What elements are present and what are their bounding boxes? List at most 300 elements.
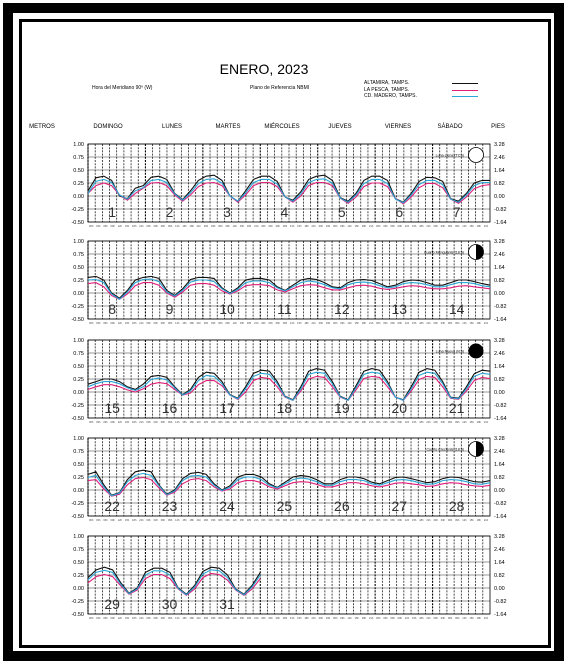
y2-tick-label: 3.28 bbox=[494, 142, 505, 148]
hour-tick-label: 18h bbox=[246, 322, 252, 325]
y-tick-label: 0.25 bbox=[73, 278, 84, 284]
hour-tick-label: 21h bbox=[311, 322, 316, 325]
y2-tick-label: 0.82 bbox=[494, 475, 505, 481]
hour-tick-label: 09h bbox=[282, 617, 288, 620]
hour-tick-label: 00h bbox=[376, 322, 381, 325]
y-tick-label: -0.25 bbox=[71, 304, 84, 310]
hour-tick-label: 03h bbox=[96, 322, 101, 325]
hour-tick-label: 03h bbox=[383, 421, 388, 424]
legend-label: ALTAMIRA, TAMPS. bbox=[364, 80, 410, 86]
hour-tick-label: 21h bbox=[196, 617, 202, 620]
hour-tick-label: 18h bbox=[476, 225, 481, 228]
y2-tick-label: -1.64 bbox=[494, 416, 507, 422]
hour-tick-label: 15h bbox=[469, 519, 474, 522]
hour-tick-label: 06h bbox=[333, 322, 338, 325]
date-number: 12 bbox=[334, 301, 350, 317]
hour-tick-label: 12h bbox=[117, 322, 123, 325]
hour-tick-label: 00h bbox=[261, 322, 266, 325]
axis-left-header: METROS bbox=[29, 124, 55, 130]
hour-tick-label: 12h bbox=[347, 322, 352, 325]
hour-tick-label: 21h bbox=[426, 617, 431, 620]
date-number: 11 bbox=[277, 301, 292, 317]
y-tick-label: 0.50 bbox=[73, 364, 84, 370]
hour-tick-label: 06h bbox=[275, 519, 280, 522]
hour-tick-label: 21h bbox=[368, 322, 374, 325]
date-number: 22 bbox=[104, 498, 120, 514]
hour-tick-label: 09h bbox=[340, 225, 345, 228]
hour-tick-label: 06h bbox=[103, 519, 108, 522]
hour-tick-label: 21h bbox=[196, 322, 202, 325]
hour-tick-label: 21h bbox=[254, 617, 259, 620]
hour-tick-label: 18h bbox=[476, 617, 481, 620]
hour-tick-label: 03h bbox=[211, 225, 216, 228]
hour-tick-label: 12h bbox=[117, 421, 123, 424]
hour-tick-label: 12h bbox=[404, 617, 410, 620]
date-number: 26 bbox=[334, 498, 350, 514]
y-tick-label: 0.75 bbox=[73, 155, 84, 161]
hour-tick-label: 06h bbox=[447, 322, 453, 325]
hour-tick-label: 09h bbox=[167, 519, 173, 522]
hour-tick-label: 18h bbox=[419, 617, 424, 620]
hour-tick-label: 03h bbox=[153, 225, 158, 228]
y2-tick-label: 1.64 bbox=[494, 168, 505, 174]
hour-tick-label: 06h bbox=[218, 617, 223, 620]
hour-tick-label: 12h bbox=[175, 421, 180, 424]
y-tick-label: 1.00 bbox=[73, 142, 84, 148]
hour-tick-label: 12h bbox=[290, 519, 295, 522]
y2-tick-label: 3.28 bbox=[494, 534, 505, 540]
hour-tick-label: 09h bbox=[455, 322, 460, 325]
y2-tick-label: -0.82 bbox=[494, 501, 507, 507]
hour-tick-label: 06h bbox=[218, 421, 223, 424]
hour-tick-label: 12h bbox=[232, 322, 237, 325]
hour-tick-label: 00h bbox=[203, 519, 209, 522]
hour-tick-label: 09h bbox=[110, 421, 115, 424]
hour-tick-label: 06h bbox=[275, 421, 280, 424]
hour-tick-label: 18h bbox=[132, 322, 137, 325]
y2-tick-label: -1.64 bbox=[494, 612, 507, 618]
meridian-note: Hora del Meridiano 90º (W) bbox=[92, 85, 153, 91]
y2-tick-label: 1.64 bbox=[494, 265, 505, 271]
hour-tick-label: 00h bbox=[261, 421, 266, 424]
hour-tick-label: 09h bbox=[455, 225, 460, 228]
hour-tick-label: 06h bbox=[447, 519, 453, 522]
hour-tick-label: 03h bbox=[153, 519, 158, 522]
y-tick-label: 0.25 bbox=[73, 573, 84, 579]
hour-tick-label: 18h bbox=[132, 225, 137, 228]
hour-tick-label: 15h bbox=[354, 519, 359, 522]
date-number: 17 bbox=[219, 400, 235, 416]
hour-tick-label: 15h bbox=[297, 421, 302, 424]
y-tick-label: 1.00 bbox=[73, 338, 84, 344]
hour-tick-label: 09h bbox=[455, 519, 460, 522]
hour-tick-label: 12h bbox=[462, 421, 467, 424]
hour-tick-label: 09h bbox=[167, 421, 173, 424]
hour-tick-label: 15h bbox=[412, 322, 417, 325]
hour-tick-label: 21h bbox=[139, 322, 144, 325]
hour-tick-label: 12h bbox=[232, 519, 237, 522]
hour-tick-label: 15h bbox=[412, 617, 417, 620]
hour-tick-label: 06h bbox=[447, 421, 453, 424]
hour-tick-label: 06h bbox=[333, 421, 338, 424]
hour-tick-label: 18h bbox=[304, 617, 309, 620]
y-tick-label: 0.50 bbox=[73, 265, 84, 271]
day-name: MARTES bbox=[215, 124, 241, 130]
date-number: 31 bbox=[219, 596, 235, 612]
hour-tick-label: 21h bbox=[483, 519, 489, 522]
y2-tick-label: -1.64 bbox=[494, 220, 507, 226]
hour-tick-label: 15h bbox=[239, 322, 245, 325]
hour-tick-label: 21h bbox=[196, 519, 202, 522]
hour-tick-label: 18h bbox=[361, 225, 367, 228]
date-number: 6 bbox=[395, 204, 404, 220]
hour-tick-label: 03h bbox=[325, 322, 331, 325]
hour-tick-label: 15h bbox=[297, 519, 302, 522]
hour-tick-label: 18h bbox=[361, 519, 367, 522]
hour-tick-label: 00h bbox=[146, 225, 151, 228]
hour-tick-label: 15h bbox=[354, 225, 359, 228]
moon-phase-label: Cuarto Menguante (18:5) bbox=[423, 250, 464, 255]
hour-tick-label: 03h bbox=[96, 617, 101, 620]
hour-tick-label: 03h bbox=[153, 322, 158, 325]
hour-tick-label: 21h bbox=[196, 421, 202, 424]
hour-tick-label: 21h bbox=[254, 225, 259, 228]
hour-tick-label: 21h bbox=[368, 617, 374, 620]
date-number: 23 bbox=[161, 498, 178, 514]
y-tick-label: 1.00 bbox=[73, 534, 84, 540]
hour-tick-label: 12h bbox=[117, 519, 123, 522]
hour-tick-label: 00h bbox=[146, 322, 151, 325]
hour-tick-label: 18h bbox=[304, 225, 309, 228]
axis-right-header: PIES bbox=[491, 124, 505, 130]
hour-tick-label: 15h bbox=[297, 225, 302, 228]
y-tick-label: 0.00 bbox=[73, 488, 84, 494]
y2-tick-label: -0.82 bbox=[494, 207, 507, 213]
date-number: 30 bbox=[161, 596, 178, 612]
hour-tick-label: 12h bbox=[462, 322, 467, 325]
day-name: SÁBADO bbox=[437, 124, 463, 130]
hour-tick-label: 03h bbox=[153, 617, 158, 620]
hour-tick-label: 12h bbox=[347, 225, 352, 228]
date-number: 2 bbox=[165, 204, 174, 220]
hour-tick-label: 03h bbox=[268, 322, 273, 325]
hour-tick-label: 00h bbox=[376, 617, 381, 620]
hour-tick-label: 12h bbox=[404, 225, 410, 228]
y-tick-label: 0.25 bbox=[73, 377, 84, 383]
hour-tick-label: 03h bbox=[383, 617, 388, 620]
hour-tick-label: 18h bbox=[132, 421, 137, 424]
hour-tick-label: 18h bbox=[419, 322, 424, 325]
hour-tick-label: 18h bbox=[246, 421, 252, 424]
y-tick-label: 0.00 bbox=[73, 586, 84, 592]
hour-tick-label: 21h bbox=[311, 225, 316, 228]
hour-tick-label: 06h bbox=[390, 225, 395, 228]
hour-tick-label: 09h bbox=[397, 421, 403, 424]
hour-tick-label: 15h bbox=[297, 617, 302, 620]
hour-tick-label: 15h bbox=[469, 421, 474, 424]
moon-phase-label: Luna Nueva (N:5) bbox=[435, 349, 464, 354]
hour-tick-label: 06h bbox=[333, 225, 338, 228]
y2-tick-label: 0.00 bbox=[494, 291, 505, 297]
hour-tick-label: 15h bbox=[297, 322, 302, 325]
hour-tick-label: 09h bbox=[110, 519, 115, 522]
hour-tick-label: 21h bbox=[139, 617, 144, 620]
hour-tick-label: 06h bbox=[390, 617, 395, 620]
hour-tick-label: 21h bbox=[426, 322, 431, 325]
hour-tick-label: 06h bbox=[390, 519, 395, 522]
hour-tick-label: 06h bbox=[275, 225, 280, 228]
hour-tick-label: 03h bbox=[211, 322, 216, 325]
y2-tick-label: 0.82 bbox=[494, 573, 505, 579]
hour-tick-label: 21h bbox=[311, 519, 316, 522]
hour-tick-label: 18h bbox=[189, 617, 194, 620]
hour-tick-label: 09h bbox=[282, 225, 288, 228]
datum-note: Plano de Referencia NBMI bbox=[250, 85, 310, 91]
y2-tick-label: 0.00 bbox=[494, 390, 505, 396]
hour-tick-label: 12h bbox=[404, 322, 410, 325]
hour-tick-label: 03h bbox=[96, 225, 101, 228]
hour-tick-label: 12h bbox=[175, 225, 180, 228]
hour-tick-label: 15h bbox=[124, 519, 130, 522]
hour-tick-label: 00h bbox=[89, 225, 94, 228]
hour-tick-label: 03h bbox=[383, 519, 388, 522]
hour-tick-label: 12h bbox=[462, 617, 467, 620]
y-tick-label: 0.75 bbox=[73, 351, 84, 357]
hour-tick-label: 03h bbox=[96, 519, 101, 522]
page-title: ENERO, 2023 bbox=[219, 61, 309, 77]
hour-tick-label: 21h bbox=[426, 519, 431, 522]
hour-tick-label: 09h bbox=[282, 519, 288, 522]
hour-tick-label: 21h bbox=[426, 421, 431, 424]
hour-tick-label: 00h bbox=[203, 225, 209, 228]
hour-tick-label: 18h bbox=[246, 519, 252, 522]
hour-tick-label: 15h bbox=[354, 421, 359, 424]
y-tick-label: 0.50 bbox=[73, 560, 84, 566]
date-number: 15 bbox=[104, 400, 120, 416]
hour-tick-label: 18h bbox=[361, 322, 367, 325]
hour-tick-label: 00h bbox=[261, 225, 266, 228]
hour-tick-label: 09h bbox=[167, 617, 173, 620]
hour-tick-label: 00h bbox=[433, 421, 438, 424]
y-tick-label: -0.25 bbox=[71, 403, 84, 409]
hour-tick-label: 03h bbox=[325, 225, 331, 228]
date-number: 28 bbox=[448, 498, 465, 514]
hour-tick-label: 15h bbox=[354, 617, 359, 620]
hour-tick-label: 12h bbox=[175, 519, 180, 522]
hour-tick-label: 15h bbox=[412, 519, 417, 522]
day-name: MIÉRCOLES bbox=[264, 124, 300, 130]
hour-tick-label: 15h bbox=[182, 519, 187, 522]
hour-tick-label: 21h bbox=[483, 322, 489, 325]
y2-tick-label: 0.00 bbox=[494, 194, 505, 200]
hour-tick-label: 09h bbox=[455, 617, 460, 620]
hour-tick-label: 18h bbox=[246, 225, 252, 228]
hour-tick-label: 09h bbox=[110, 225, 115, 228]
hour-tick-label: 21h bbox=[368, 519, 374, 522]
y2-tick-label: 2.46 bbox=[494, 252, 505, 258]
hour-tick-label: 18h bbox=[361, 617, 367, 620]
hour-tick-label: 21h bbox=[139, 519, 144, 522]
hour-tick-label: 06h bbox=[103, 421, 108, 424]
hour-tick-label: 00h bbox=[146, 617, 151, 620]
hour-tick-label: 09h bbox=[340, 519, 345, 522]
y2-tick-label: 2.46 bbox=[494, 155, 505, 161]
full-moon-icon bbox=[469, 148, 484, 163]
date-number: 8 bbox=[108, 301, 117, 317]
y-tick-label: -0.50 bbox=[71, 317, 84, 323]
hour-tick-label: 00h bbox=[261, 519, 266, 522]
y-tick-label: -0.25 bbox=[71, 599, 84, 605]
hour-tick-label: 00h bbox=[376, 519, 381, 522]
legend-label: LA PESCA, TAMPS. bbox=[364, 86, 410, 93]
hour-tick-label: 03h bbox=[325, 519, 331, 522]
hour-tick-label: 03h bbox=[440, 519, 446, 522]
hour-tick-label: 15h bbox=[124, 617, 130, 620]
hour-tick-label: 18h bbox=[476, 322, 481, 325]
hour-tick-label: 09h bbox=[225, 421, 230, 424]
hour-tick-label: 18h bbox=[419, 519, 424, 522]
y-tick-label: 0.75 bbox=[73, 547, 84, 553]
hour-tick-label: 21h bbox=[311, 421, 316, 424]
hour-tick-label: 12h bbox=[347, 421, 352, 424]
date-number: 4 bbox=[280, 204, 289, 220]
hour-tick-label: 12h bbox=[462, 225, 467, 228]
hour-tick-label: 12h bbox=[290, 421, 295, 424]
hour-tick-label: 18h bbox=[304, 421, 309, 424]
hour-tick-label: 06h bbox=[390, 421, 395, 424]
hour-tick-label: 15h bbox=[412, 421, 417, 424]
hour-tick-label: 12h bbox=[117, 617, 123, 620]
hour-tick-label: 03h bbox=[96, 421, 101, 424]
hour-tick-label: 15h bbox=[469, 225, 474, 228]
y-tick-label: -0.50 bbox=[71, 612, 84, 618]
hour-tick-label: 09h bbox=[110, 322, 115, 325]
y2-tick-label: 0.82 bbox=[494, 377, 505, 383]
date-number: 24 bbox=[219, 498, 235, 514]
y-tick-label: -0.50 bbox=[71, 416, 84, 422]
hour-tick-label: 15h bbox=[124, 225, 130, 228]
hour-tick-label: 00h bbox=[318, 322, 324, 325]
hour-tick-label: 06h bbox=[447, 225, 453, 228]
hour-tick-label: 00h bbox=[318, 617, 324, 620]
hour-tick-label: 18h bbox=[304, 519, 309, 522]
y2-tick-label: -1.64 bbox=[494, 514, 507, 520]
hour-tick-label: 00h bbox=[146, 421, 151, 424]
hour-tick-label: 00h bbox=[318, 519, 324, 522]
y-tick-label: -0.50 bbox=[71, 514, 84, 520]
hour-tick-label: 15h bbox=[469, 617, 474, 620]
hour-tick-label: 12h bbox=[404, 519, 410, 522]
y-tick-label: -0.50 bbox=[71, 220, 84, 226]
hour-tick-label: 06h bbox=[103, 322, 108, 325]
hour-tick-label: 12h bbox=[232, 225, 237, 228]
hour-tick-label: 09h bbox=[225, 519, 230, 522]
hour-tick-label: 15h bbox=[239, 421, 245, 424]
hour-tick-label: 18h bbox=[189, 519, 194, 522]
hour-tick-label: 15h bbox=[124, 421, 130, 424]
y2-tick-label: 3.28 bbox=[494, 338, 505, 344]
date-number: 25 bbox=[276, 498, 293, 514]
hour-tick-label: 03h bbox=[440, 225, 446, 228]
hour-tick-label: 00h bbox=[318, 225, 324, 228]
hour-tick-label: 12h bbox=[347, 519, 352, 522]
hour-tick-label: 03h bbox=[383, 225, 388, 228]
hour-tick-label: 09h bbox=[397, 519, 403, 522]
new-moon-icon bbox=[469, 344, 484, 359]
hour-tick-label: 09h bbox=[167, 225, 173, 228]
y2-tick-label: 0.00 bbox=[494, 488, 505, 494]
hour-tick-label: 06h bbox=[160, 421, 166, 424]
hour-tick-label: 00h bbox=[376, 225, 381, 228]
hour-tick-label: 06h bbox=[160, 617, 166, 620]
y2-tick-label: 3.28 bbox=[494, 239, 505, 245]
day-name: DOMINGO bbox=[93, 124, 123, 130]
hour-tick-label: 09h bbox=[397, 225, 403, 228]
y2-tick-label: -1.64 bbox=[494, 317, 507, 323]
day-name: LUNES bbox=[161, 124, 183, 130]
hour-tick-label: 09h bbox=[282, 322, 288, 325]
y-tick-label: -0.25 bbox=[71, 501, 84, 507]
y2-tick-label: -0.82 bbox=[494, 403, 507, 409]
hour-tick-label: 06h bbox=[160, 225, 166, 228]
y2-tick-label: 1.64 bbox=[494, 560, 505, 566]
hour-tick-label: 18h bbox=[246, 617, 252, 620]
hour-tick-label: 18h bbox=[419, 421, 424, 424]
hour-tick-label: 21h bbox=[426, 225, 431, 228]
hour-tick-label: 15h bbox=[182, 421, 187, 424]
hour-tick-label: 21h bbox=[254, 421, 259, 424]
y-tick-label: 0.25 bbox=[73, 181, 84, 187]
hour-tick-label: 12h bbox=[290, 322, 295, 325]
hour-tick-label: 06h bbox=[333, 617, 338, 620]
hour-tick-label: 03h bbox=[211, 421, 216, 424]
date-number: 1 bbox=[108, 204, 117, 220]
hour-tick-label: 12h bbox=[290, 617, 295, 620]
hour-tick-label: 06h bbox=[218, 322, 223, 325]
hour-tick-label: 06h bbox=[333, 519, 338, 522]
hour-tick-label: 06h bbox=[390, 322, 395, 325]
hour-tick-label: 15h bbox=[182, 322, 187, 325]
y2-tick-label: 1.64 bbox=[494, 364, 505, 370]
hour-tick-label: 03h bbox=[325, 617, 331, 620]
hour-tick-label: 18h bbox=[419, 225, 424, 228]
y-tick-label: 0.50 bbox=[73, 462, 84, 468]
hour-tick-label: 00h bbox=[203, 322, 209, 325]
hour-tick-label: 15h bbox=[182, 225, 187, 228]
hour-tick-label: 03h bbox=[440, 617, 446, 620]
hour-tick-label: 00h bbox=[89, 421, 94, 424]
hour-tick-label: 06h bbox=[160, 519, 166, 522]
y2-tick-label: 1.64 bbox=[494, 462, 505, 468]
hour-tick-label: 21h bbox=[483, 617, 489, 620]
hour-tick-label: 03h bbox=[268, 519, 273, 522]
hour-tick-label: 06h bbox=[103, 225, 108, 228]
hour-tick-label: 09h bbox=[225, 225, 230, 228]
hour-tick-label: 15h bbox=[469, 322, 474, 325]
hour-tick-label: 03h bbox=[268, 225, 273, 228]
date-number: 18 bbox=[276, 400, 293, 416]
hour-tick-label: 09h bbox=[167, 322, 173, 325]
hour-tick-label: 12h bbox=[462, 519, 467, 522]
hour-tick-label: 21h bbox=[368, 225, 374, 228]
y2-tick-label: 0.82 bbox=[494, 278, 505, 284]
y2-tick-label: 2.46 bbox=[494, 449, 505, 455]
hour-tick-label: 15h bbox=[239, 617, 245, 620]
y2-tick-label: 2.46 bbox=[494, 547, 505, 553]
date-number: 13 bbox=[391, 301, 408, 317]
date-number: 9 bbox=[165, 301, 174, 317]
hour-tick-label: 03h bbox=[211, 519, 216, 522]
